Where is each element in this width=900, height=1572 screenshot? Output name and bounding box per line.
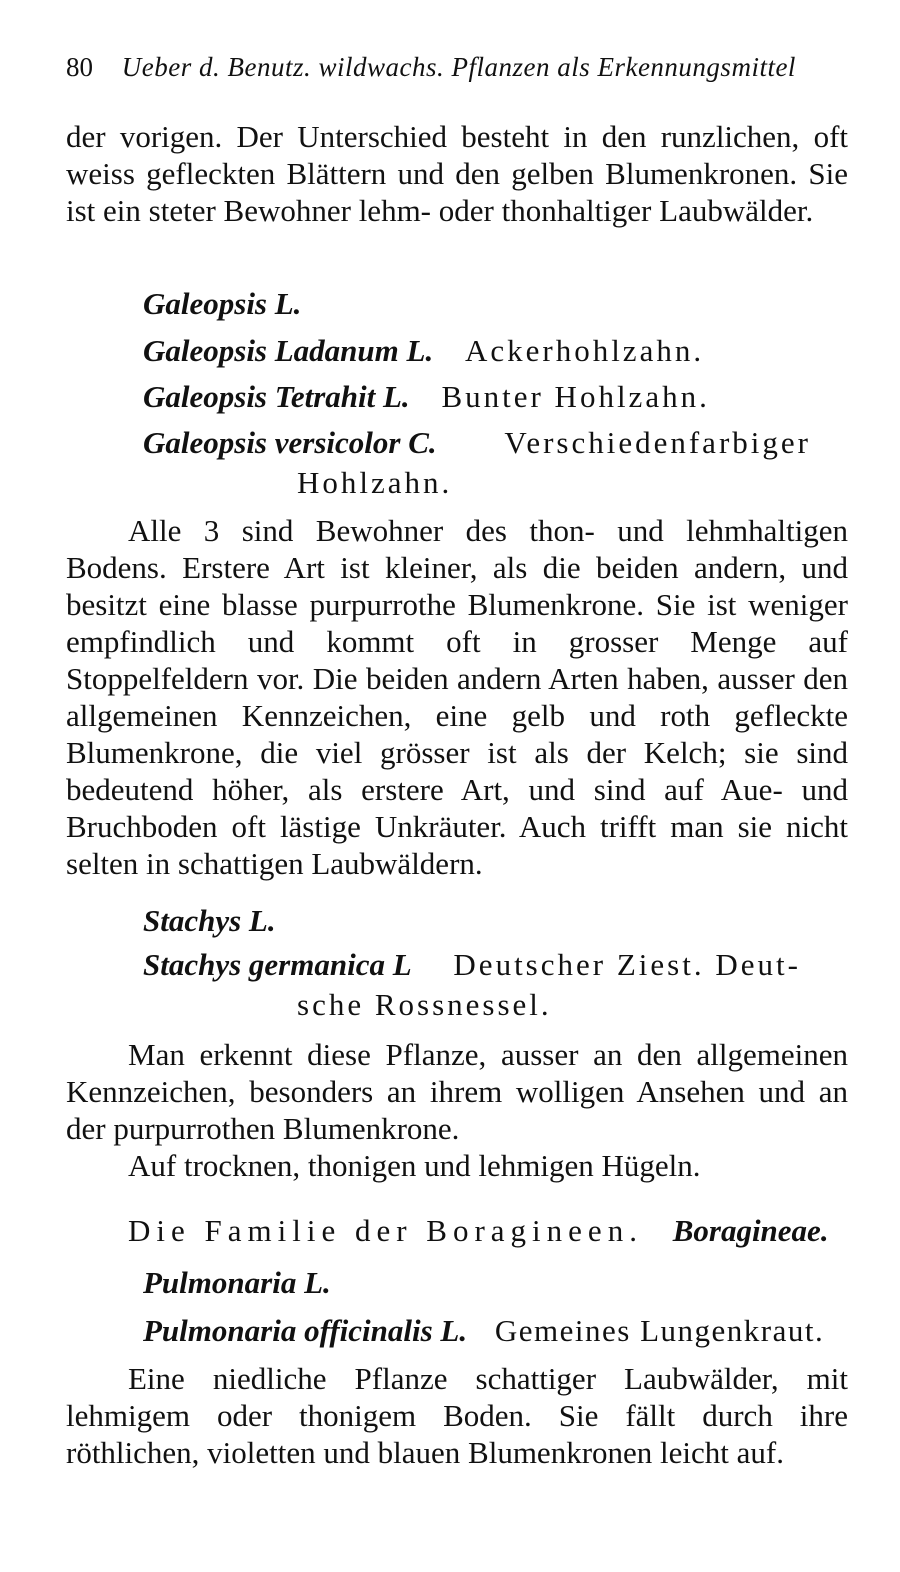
common-name: Bunter Hohlzahn. [441, 379, 710, 414]
family-label: Die Familie der Boragineen. [128, 1213, 643, 1248]
species-stachys-germanica [143, 946, 801, 983]
common-name: Deutscher Ziest. Deut- [453, 947, 801, 982]
common-name: Ackerhohlzahn. [464, 333, 705, 368]
page-number: 80 [66, 52, 93, 82]
species-galeopsis-versicolor [143, 424, 811, 461]
genus-galeopsis: Galeopsis L. [143, 286, 302, 321]
common-name: Gemeines Lungenkraut. [494, 1313, 825, 1348]
paragraph-1: der vorigen. Der Unterschied besteht in den runzlichen, oft weiss gefleckten Blättern und den gelben Blumenkronen. Sie ist ein steter Bewohner lehm- oder thonhaltiger Laubwälder. [66, 119, 848, 228]
paragraph-2: Alle 3 sind Bewohner des thon- und lehmhaltigen Bodens. Erstere Art ist kleiner, als die beiden andern, und besitzt eine blasse purpurrothe Blumenkrone. Sie ist weniger empfindlich und kommt oft in grosser Menge auf Stoppelfeldern vor. Die beiden andern Arten haben, ausser den allgemeinen Kennzeichen, eine gelb und roth gefleckte Blumenkrone, die viel grösser ist als der Kelch; sie sind bedeutend höher, als erstere Art, und sind auf Aue- und Bruchboden oft lästige Unkräuter. Auch trifft man sie nicht selten in schattigen Laubwäldern. [66, 513, 848, 881]
species-galeopsis-ladanum [143, 332, 704, 369]
latin-name: Pulmonaria officinalis L. [143, 1313, 468, 1348]
paragraph-1-block [66, 118, 848, 229]
genus-stachys: Stachys L. [143, 903, 276, 938]
latin-name: Galeopsis versicolor C. [143, 425, 437, 460]
common-name-continued: sche Rossnessel. [297, 987, 552, 1022]
species-pulmonaria-officinalis [143, 1312, 824, 1349]
family-latin: Boragineae. [672, 1213, 829, 1248]
latin-name: Galeopsis Tetrahit L. [143, 379, 410, 414]
common-name-continued: Hohlzahn. [297, 465, 453, 500]
paragraph-3: Man erkennt diese Pflanze, ausser an den allgemeinen Kennzeichen, besonders an ihrem wolligen Ansehen und an der purpurrothen Blumenkrone. [66, 1037, 848, 1146]
paragraph-3-block [66, 1036, 848, 1184]
family-heading [128, 1212, 829, 1249]
genus-pulmonaria: Pulmonaria L. [143, 1265, 331, 1300]
running-title: Ueber d. Benutz. wildwachs. Pflanzen als Erkennungsmittel [121, 52, 796, 82]
paragraph-5-block [66, 1360, 848, 1471]
running-head [66, 52, 856, 83]
common-name: Verschiedenfarbiger [504, 425, 811, 460]
latin-name: Galeopsis Ladanum L. [143, 333, 434, 368]
species-galeopsis-tetrahit [143, 378, 710, 415]
paragraph-2-block [66, 512, 848, 882]
paragraph-4: Auf trocknen, thonigen und lehmigen Hügeln. [128, 1148, 701, 1183]
latin-name: Stachys germanica L [143, 947, 412, 982]
paragraph-5: Eine niedliche Pflanze schattiger Laubwälder, mit lehmigem oder thonigem Boden. Sie fällt durch ihre röthlichen, violetten und blauen Blumenkronen leicht auf. [66, 1361, 848, 1470]
